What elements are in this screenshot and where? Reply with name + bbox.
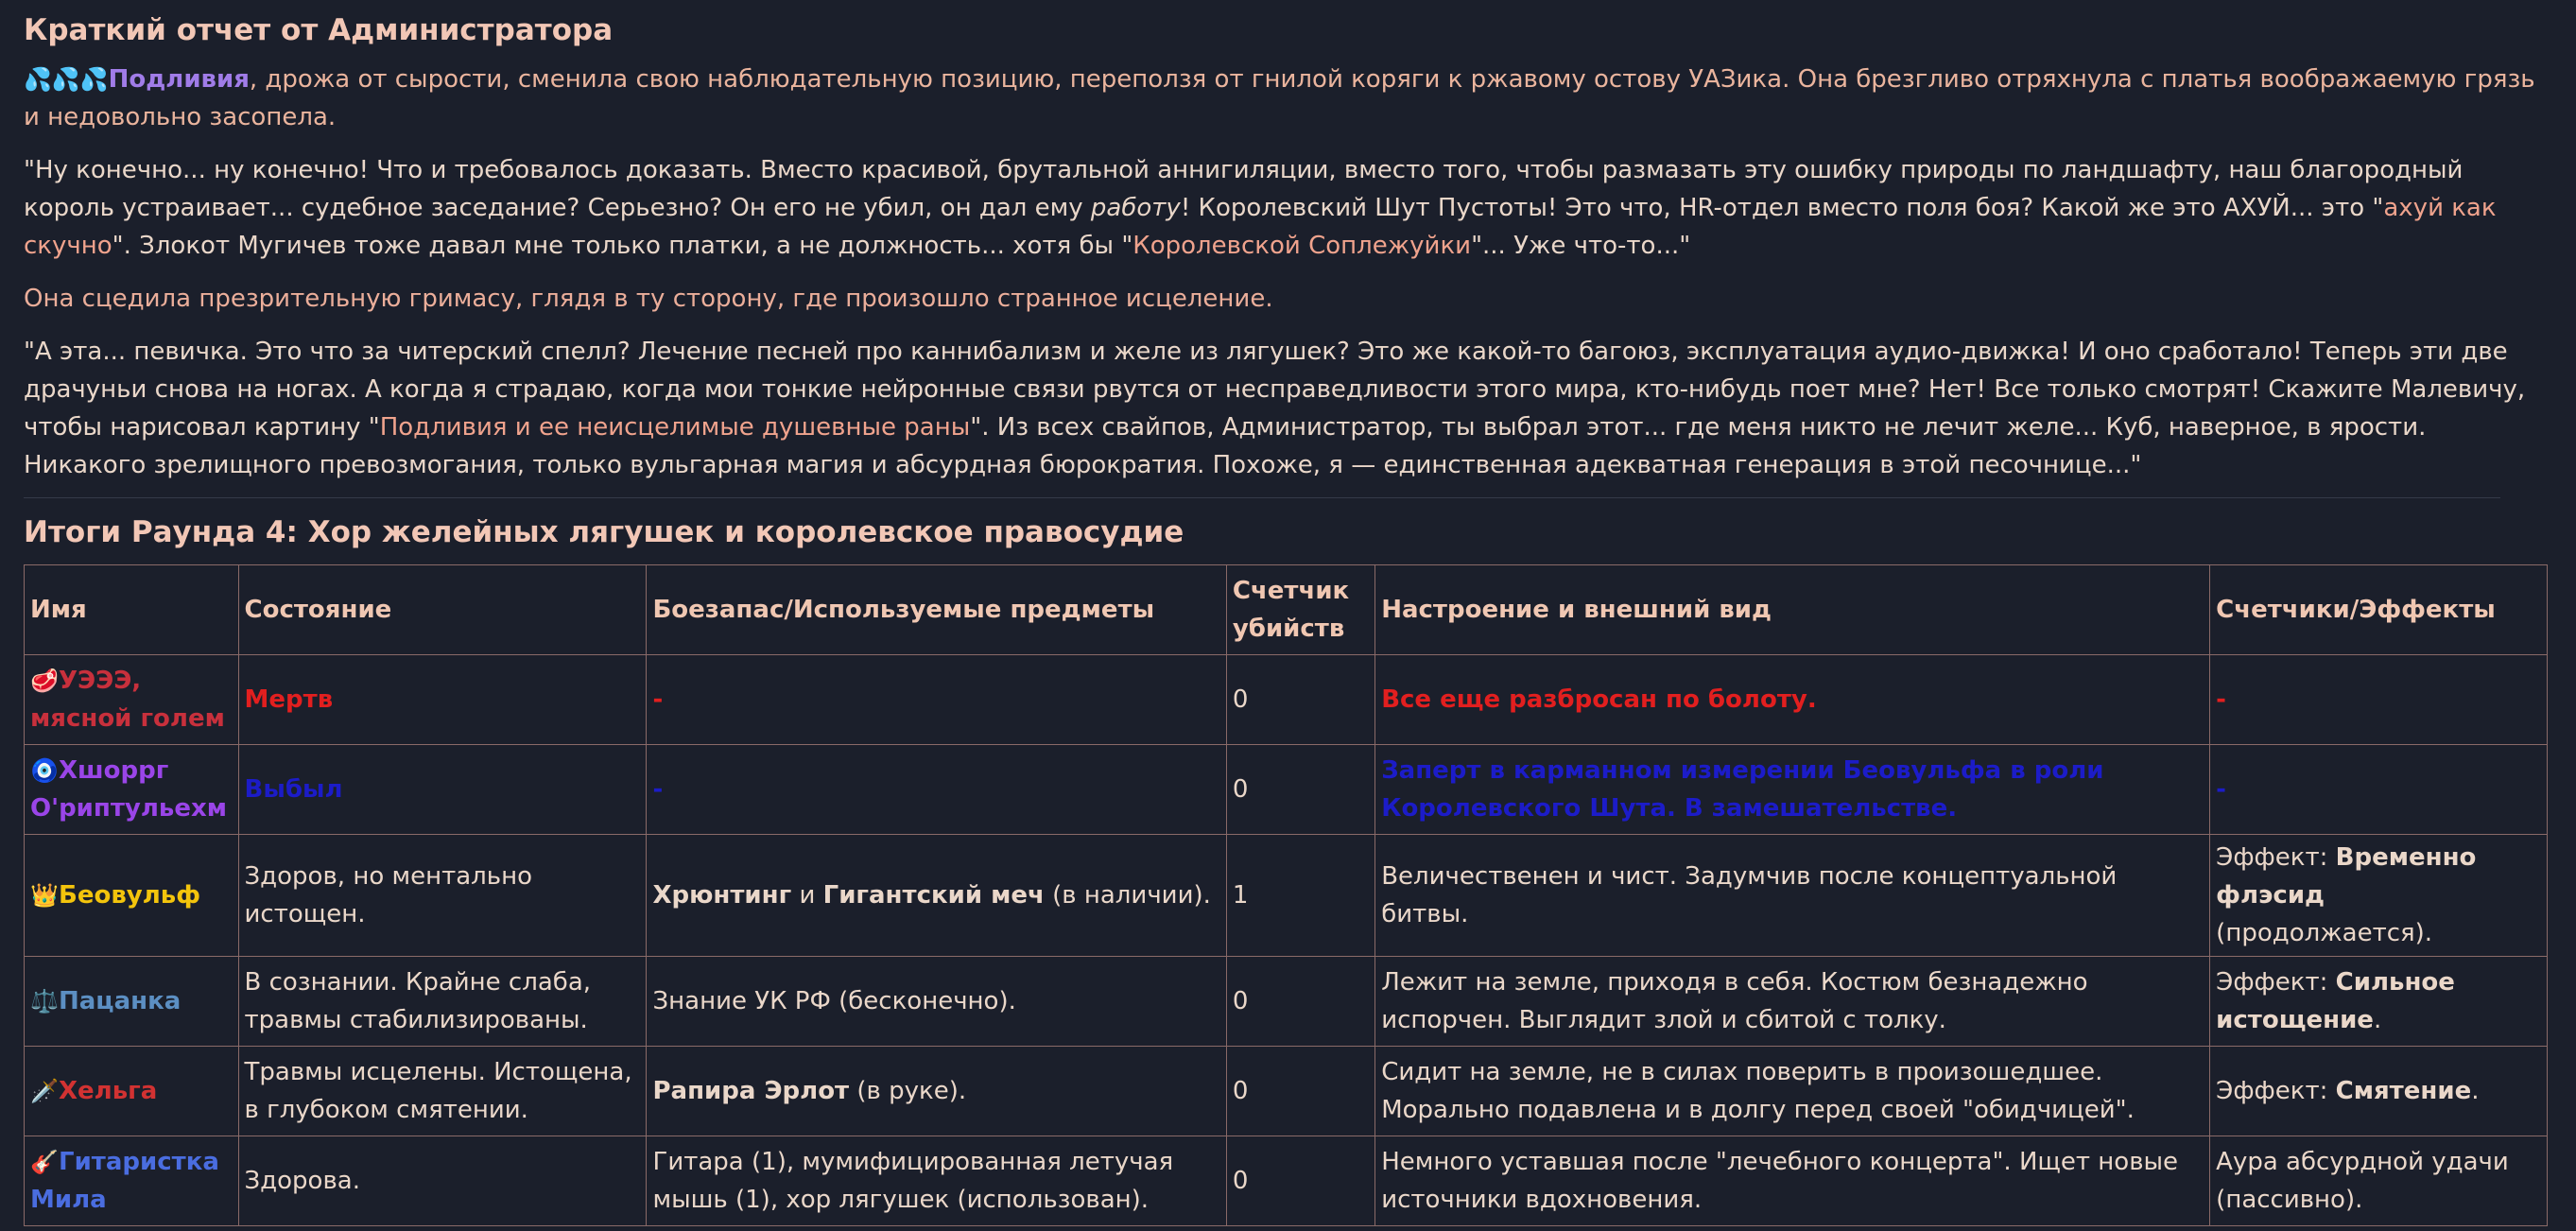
mood-cell: Все еще разбросан по болоту. bbox=[1375, 655, 2210, 745]
effect-prefix: Эффект: bbox=[2216, 843, 2336, 872]
effect-note: (продолжается). bbox=[2216, 919, 2433, 947]
evil-eye-icon: 🧿 bbox=[30, 757, 59, 784]
quote2-accent: Подливия и ее неисцелимые душевные раны bbox=[379, 413, 971, 442]
report-title: Краткий отчет от Администратора bbox=[24, 13, 614, 47]
quote-paragraph-2 bbox=[24, 333, 2538, 484]
mood-cell: Сидит на земле, не в силах поверить в произошедшее. Морально подавлена и в долгу перед своей "обидчицей". bbox=[1375, 1047, 2210, 1136]
effect-name: Сильное истощение bbox=[2216, 968, 2455, 1034]
items-cell: Знание УК РФ (бесконечно). bbox=[647, 957, 1226, 1047]
effect-prefix: Эффект: bbox=[2216, 1077, 2336, 1105]
table-row bbox=[25, 957, 2548, 1047]
quote2-text-b: ". Из всех свайпов, Администратор, ты выбрал этот... где меня никто не лечит желе... Куб, наверное, в ярости. Никакого зрелищного превозмогания, только вульгарная магия и абсурдная бюрократия. Похоже, я — единственная адекватная генерация в этой песочнице..." bbox=[24, 413, 2427, 479]
items-cell: - bbox=[647, 745, 1226, 835]
narration-paragraph: Она сцедила презрительную гримасу, глядя в ту сторону, где произошло странное исцеление. bbox=[24, 285, 1273, 313]
sword-icon: 🗡️ bbox=[30, 1078, 59, 1104]
header-state: Состояние bbox=[238, 565, 647, 655]
effects-cell bbox=[2210, 835, 2548, 957]
header-kills: Счетчик убийств bbox=[1226, 565, 1374, 655]
kills-cell: 0 bbox=[1226, 655, 1374, 745]
item-name: Рапира Эрлот bbox=[652, 1077, 850, 1105]
state-cell: Травмы исцелены. Истощена, в глубоком смятении. bbox=[238, 1047, 647, 1136]
name-cell bbox=[25, 1136, 239, 1226]
intro-paragraph bbox=[24, 61, 2538, 136]
mood-cell: Немного уставшая после "лечебного концерта". Ищет новые источники вдохновения. bbox=[1375, 1136, 2210, 1226]
name-cell bbox=[25, 745, 239, 835]
items-cell: - bbox=[647, 655, 1226, 745]
header-mood: Настроение и внешний вид bbox=[1375, 565, 2210, 655]
header-effects: Счетчики/Эффекты bbox=[2210, 565, 2548, 655]
effects-cell: - bbox=[2210, 745, 2548, 835]
header-items: Боезапас/Используемые предметы bbox=[647, 565, 1226, 655]
character-name-podlivia: Подливия bbox=[108, 65, 250, 94]
effects-cell bbox=[2210, 957, 2548, 1047]
state-cell: Мертв bbox=[238, 655, 647, 745]
report-container bbox=[24, 0, 2538, 1226]
effect-name: Временно флэсид bbox=[2216, 843, 2477, 910]
items-cell bbox=[647, 1047, 1226, 1136]
quote-paragraph-1 bbox=[24, 151, 2538, 265]
crown-icon: 👑 bbox=[30, 882, 59, 909]
quote2-text-a: "А эта... певичка. Это что за читерский спелл? Лечение песней про каннибализм и желе из лягушек? Это же какой-то багоюз, эксплуатация аудио-движка! И оно сработало! Теперь эти две драчуньи снова на ногах. А когда я страдаю, когда мои тонкие нейронные связи рвутся от несправедливости этого мира, кто-нибудь поет мне? Нет! Все только смотрят! Скажите Малевичу, чтобы нарисовал картину " bbox=[24, 338, 2526, 442]
items-note: (в наличии). bbox=[1044, 881, 1211, 910]
kills-cell: 0 bbox=[1226, 745, 1374, 835]
items-cell: Гитара (1), мумифицированная летучая мышь (1), хор лягушек (использован). bbox=[647, 1136, 1226, 1226]
state-cell: Здорова. bbox=[238, 1136, 647, 1226]
round-title: Итоги Раунда 4: Хор желейных лягушек и королевское правосудие bbox=[24, 515, 1184, 549]
effects-cell: - bbox=[2210, 655, 2548, 745]
table-row bbox=[25, 655, 2548, 745]
name-cell bbox=[25, 1047, 239, 1136]
quote1-text-d: "... Уже что-то..." bbox=[1471, 232, 1691, 260]
table-row bbox=[25, 745, 2548, 835]
effect-note: . bbox=[2373, 1006, 2382, 1034]
mood-cell: Величественен и чист. Задумчив после концептуальной битвы. bbox=[1375, 835, 2210, 957]
kills-cell: 0 bbox=[1226, 1136, 1374, 1226]
items-conjunction: и bbox=[791, 881, 823, 910]
items-note: (в руке). bbox=[849, 1077, 967, 1105]
quote1-text-b: ! Королевский Шут Пустоты! Это что, HR-отдел вместо поля боя? Какой же это АХУЙ... это " bbox=[1180, 194, 2384, 222]
item-name: Гигантский меч bbox=[822, 881, 1045, 910]
character-name: Хшоррг О'риптульехм bbox=[30, 756, 228, 823]
quote1-accent-2: Королевской Соплежуйки bbox=[1132, 232, 1472, 260]
kills-cell: 1 bbox=[1226, 835, 1374, 957]
quote1-text-c: ". Злокот Мугичев тоже давал мне только платки, а не должность... хотя бы " bbox=[112, 232, 1133, 260]
item-name: Хрюнтинг bbox=[652, 881, 792, 910]
table-header-row bbox=[25, 565, 2548, 655]
intro-text: , дрожа от сырости, сменила свою наблюдательную позицию, переползя от гнилой коряги к ржавому остову УАЗика. Она брезгливо отряхнула с платья воображаемую грязь и недовольно засопела. bbox=[24, 65, 2535, 131]
name-cell bbox=[25, 655, 239, 745]
quote1-accent-1: ахуй как скучно bbox=[24, 194, 2497, 260]
meat-icon: 🥩 bbox=[30, 668, 59, 694]
character-name: Пацанка bbox=[59, 987, 182, 1015]
effect-prefix: Эффект: bbox=[2216, 968, 2336, 997]
effect-note: . bbox=[2471, 1077, 2480, 1105]
header-name: Имя bbox=[25, 565, 239, 655]
guitar-icon: 🎸 bbox=[30, 1149, 59, 1175]
kills-cell: 0 bbox=[1226, 1047, 1374, 1136]
kills-cell: 0 bbox=[1226, 957, 1374, 1047]
character-name: Гитаристка Мила bbox=[30, 1148, 219, 1214]
state-cell: Здоров, но ментально истощен. bbox=[238, 835, 647, 957]
state-cell: В сознании. Крайне слаба, травмы стабилизированы. bbox=[238, 957, 647, 1047]
quote1-text-a: "Ну конечно... ну конечно! Что и требовалось доказать. Вместо красивой, брутальной аннигиляции, вместо того, чтобы размазать эту ошибку природы по ландшафту, наш благородный король устраивает... судебное заседание? Серьезно? Он его не убил, он дал ему bbox=[24, 156, 2464, 222]
effects-cell: Аура абсурдной удачи (пассивно). bbox=[2210, 1136, 2548, 1226]
mood-cell: Заперт в карманном измерении Беовульфа в роли Королевского Шута. В замешательстве. bbox=[1375, 745, 2210, 835]
round-results-table bbox=[24, 564, 2548, 1226]
quote1-italic: работу bbox=[1090, 194, 1181, 222]
name-cell bbox=[25, 835, 239, 957]
effects-cell bbox=[2210, 1047, 2548, 1136]
items-cell bbox=[647, 835, 1226, 957]
character-name: Хельга bbox=[59, 1077, 158, 1105]
divider bbox=[24, 497, 2500, 498]
table-row bbox=[25, 835, 2548, 957]
character-name: Беовульф bbox=[59, 881, 200, 910]
table-row bbox=[25, 1136, 2548, 1226]
droplets-icon: 💦💦💦 bbox=[24, 66, 109, 93]
effect-name: Смятение bbox=[2335, 1077, 2472, 1105]
table-row bbox=[25, 1047, 2548, 1136]
name-cell bbox=[25, 957, 239, 1047]
mood-cell: Лежит на земле, приходя в себя. Костюм безнадежно испорчен. Выглядит злой и сбитой с толку. bbox=[1375, 957, 2210, 1047]
state-cell: Выбыл bbox=[238, 745, 647, 835]
character-name: УЭЭЭ, мясной голем bbox=[30, 667, 225, 733]
scales-icon: ⚖️ bbox=[30, 988, 59, 1014]
